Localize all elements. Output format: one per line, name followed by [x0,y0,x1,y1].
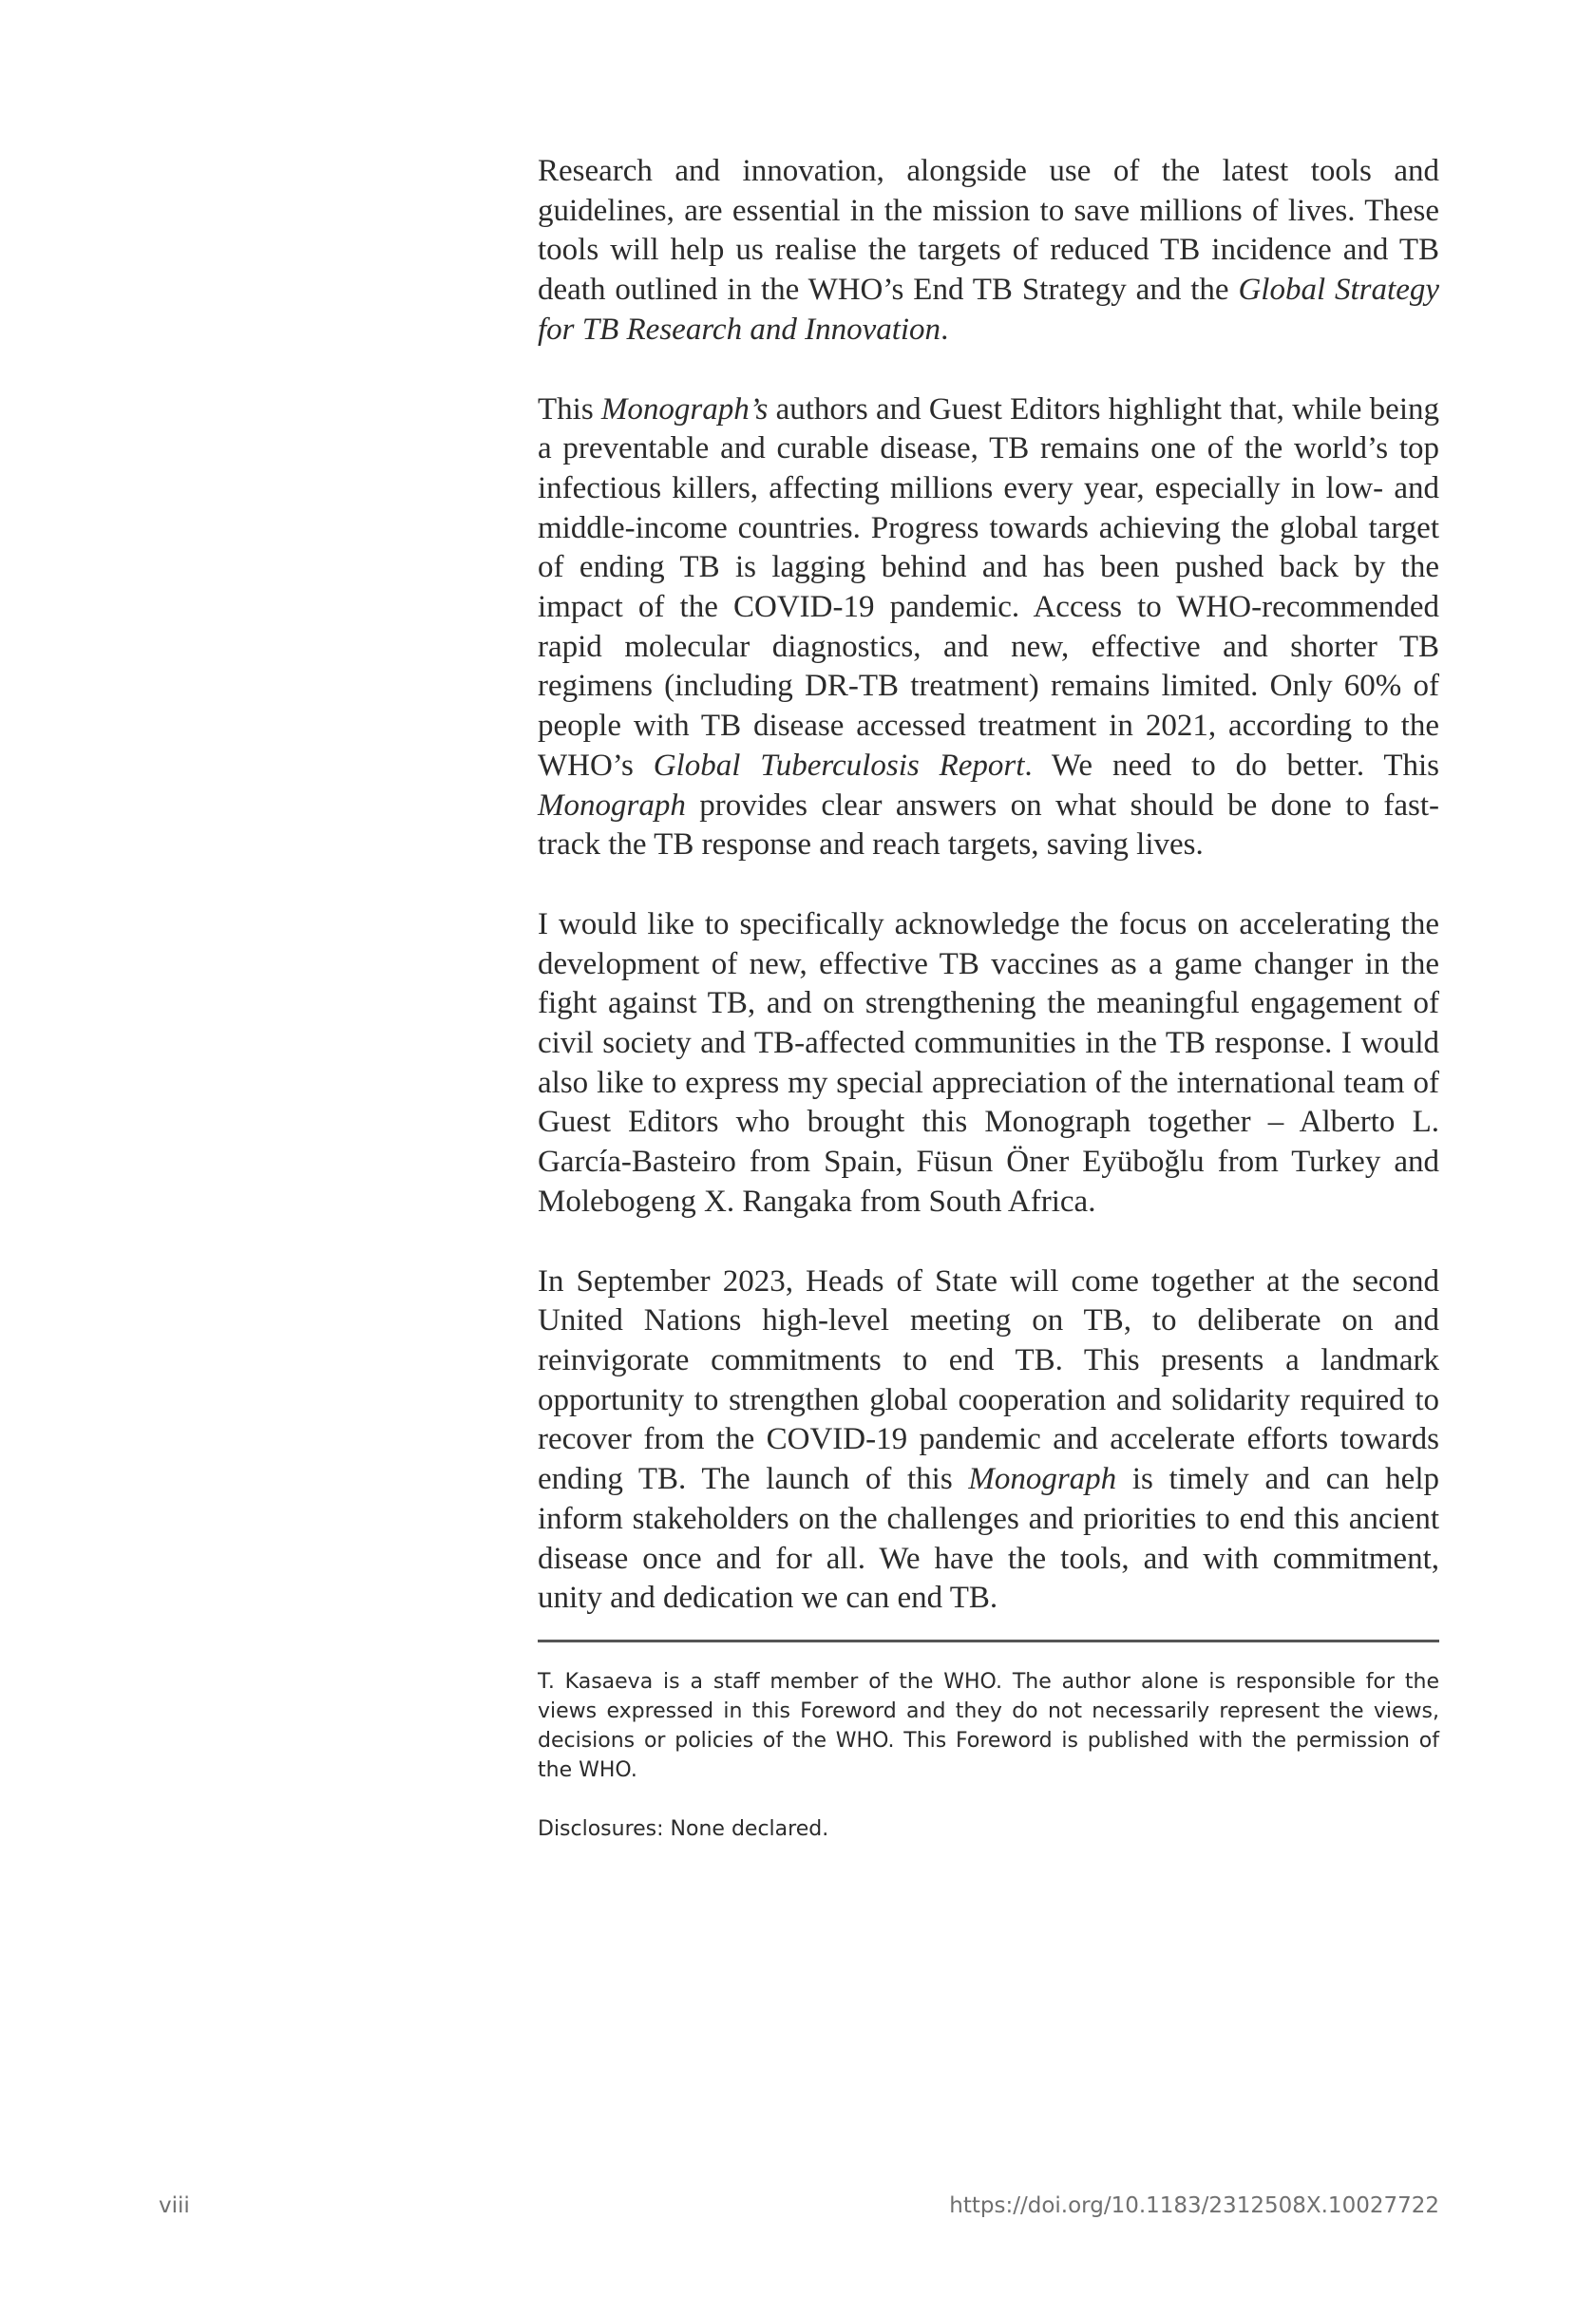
italic-title: Global Strategy for TB Research and Innovation [538,273,1439,347]
paragraph-research [538,152,1439,351]
text-run: . [940,312,949,347]
paragraph-acknowledgement [538,905,1439,1223]
affiliation-note: T. Kasaeva is a staff member of the WHO. The author alone is responsible for the views expressed in this Foreword and they do not necessarily represent the views, decisions or policies of the WHO. This Foreword is published with the permission of the WHO. [538,1669,1439,1782]
text-run: I would like to specifically acknowledge the focus on accelerating the development of new, effective TB vaccines as a game changer in the fight against TB, and on strengthening the meaningful engagement of civil society and TB-affected communities in the TB response. I would also like to express my special appreciation of the international team of Guest Editors who brought this Monograph together – Alberto L. García-Basteiro from Spain, Füsun Öner Eyüboğlu from Turkey and Molebogeng X. Rangaka from South Africa. [538,906,1439,1219]
italic-term: Monograph [968,1462,1117,1497]
disclosures-note: Disclosures: None declared. [538,1816,829,1841]
text-run: In September 2023, Heads of State will come together at the second United Nations high-level meeting on TB, to deliberate on and reinvigorate commitments to end TB. This presents a landmark opportunity to strengthen global cooperation and solidarity required to recover from the COVID-19 pandemic and accelerate efforts towards ending TB. The launch of this [538,1263,1439,1497]
text-run: provides clear answers on what should be done to fast-track the TB response and reach targets, saving lives. [538,787,1439,863]
paragraph-monograph-authors [538,390,1439,865]
italic-term: Monograph’s [600,391,769,427]
paragraph-un-meeting [538,1262,1439,1619]
text-run: . We need to do better. This [1024,748,1440,783]
text-run: is timely and can help inform stakeholders on the challenges and priorities to end this ancient disease once and for all. We have the tools, and with commitment, unity and dedication we can end TB. [538,1462,1439,1616]
italic-term: Monograph [538,787,686,823]
italic-title: Global Tuberculosis Report [653,748,1025,783]
text-run: Research and innovation, alongside use of the latest tools and guidelines, are essential in the mission to save millions of lives. These tools will help us realise the targets of reduced TB incidence and TB death outlined in the WHO’s End TB Strategy and the [538,154,1439,308]
doi-link[interactable]: https://doi.org/10.1183/2312508X.10027722 [949,2193,1439,2218]
page-number: viii [159,2193,190,2218]
footnote-divider [538,1640,1439,1642]
body-column [538,152,1439,1873]
text-run: authors and Guest Editors highlight that, while being a preventable and curable disease, TB remains one of the world’s top infectious killers, affecting millions every year, especially in low- and middle-income countries. Progress towards achieving the global target of ending TB is lagging behind and has been pushed back by the impact of the COVID-19 pandemic. Access to WHO-recommended rapid molecular diagnostics, and new, effective and shorter TB regimens (including DR-TB treatment) remains limited. Only 60% of people with TB disease accessed treatment in 2021, according to the WHO’s [538,391,1439,783]
text-run: This [538,391,601,427]
